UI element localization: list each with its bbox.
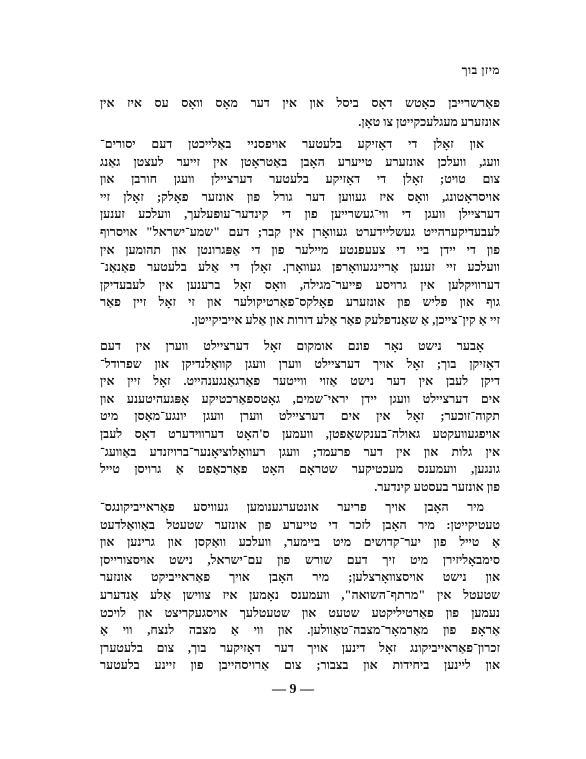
- text-line: און נישט אויסצוואָרצלען; מיר האָבן אויך פאַראייביקט אונזער: [100, 570, 500, 585]
- text-line: וועלכע זיי זענען אַריינגעוואָרפן געוואָרן. זאָלן די אַלע בלעטער פאַנאַנ־: [100, 260, 500, 275]
- text-line: אים דערציילט וועגן יידן יראי־שמים, גאָטספאַרכטיקע אָפּגעהיטענע און: [100, 391, 500, 406]
- text-line: זכרון־פאַראייביקונג זאָל דינען אויך דער דאָזיקער בוך, צום בלעטערן: [100, 640, 500, 655]
- text-line: אויפגעוועקטע גאולה־בענקשאַפטן, וועמען ס'האָט דערווידערט דאָס לעבן: [100, 426, 500, 441]
- text-line: פון אונזער בעסטע קינדער.: [374, 479, 500, 494]
- text-line: גוף און פליש פון אונזערע פאָלקס־פאַרטיקולער און זי זאָל זיין פאַר: [100, 295, 500, 310]
- text-line: וועג, וועלכן אונזערע טייערע האָבן באַטראָטן אין זייער לעצטן גאַנג: [100, 154, 500, 169]
- text-line: דערוויקלען אין גרויסע פייער־מגילה, וואָס זאָל ברענען אין לעבעדיקן: [100, 277, 500, 292]
- text-line: דאָזיקן בוך; זאָל אויך דערציילט ווערן וועגן קוואַלנדיקן און שפרודל־: [100, 356, 500, 371]
- page-number: — 9 —: [272, 682, 314, 697]
- text-line: אָבער נישט נאָר פונם אומקום זאָל דערציילט ווערן אין דעם: [100, 339, 484, 353]
- paragraph: [100, 136, 500, 330]
- paragraph: [100, 338, 500, 496]
- text-line: און ליינען ביחידות און בצבור; צום אַרויסהייבן פון זיינע בלעטער: [100, 658, 500, 673]
- text-line: גונגען, וועמענס מעכטיקער שטראָם האָט פאַרכאַפט אַ גרויסן טייל: [100, 462, 500, 477]
- text-line: אונזערע מעגלעכקייטן צו טאָן.: [358, 115, 500, 129]
- paragraph: [100, 499, 500, 675]
- text-line: אין גלות און אין דער פרעמד; וועגן רעוואָלוציאָנער־ברויזנדע באַוועג־: [100, 444, 500, 459]
- text-line: און זאָלן די דאָזיקע בלעטער אויפסניי באַלייכטן דעם יסורים־: [100, 137, 484, 151]
- text-line: זיי אַ קין־צייכן, אַ שאַנדפלעק פאַר אַלע דורות און אַלע אייביקייטן.: [191, 312, 500, 327]
- text-line: תקוה־זוכער; זאָל אין אים דערציילט ווערן וועגן יונגע־מאַסן מיט: [100, 409, 500, 424]
- text-line: אַ טייל פון יער־קדושים מיט ביימער, וועלכע וואַקסן און גרינען און: [100, 535, 500, 550]
- text-line: שטעטל אין "מרתף־השואה", וועמענס נאָמען איז צווישן אַלע אַנדערע: [100, 587, 500, 602]
- text-line: פאַרשרייבן כאָטש דאָס ביסל און אין דער מאָס וואָס עס איז אין: [100, 96, 500, 110]
- text-line: אַראָפ פון מאַרמאָר־מצבה־טאַוולען. און ווי אַ מצבה לנצח, ווי אַ: [100, 623, 500, 638]
- text-line: נעמען פון פאַרטיליקטע שטעט און שטעטלעך אויסגעקריצט און לויכט: [100, 605, 500, 620]
- running-header-title: מיזן בוך: [461, 63, 500, 77]
- text-line: פון די יידן ביי די צעעפנטע מיילער פון די אַפּגרונטן און תהומען אין: [100, 242, 500, 257]
- text-line: לעבעדיקערהייט געשליידערט געוואָרן אין קבר; דעם "שמע־ישראל" אויסרוף: [100, 224, 500, 239]
- text-line: דערציילן וועגן די ווי־געשרייען פון די קינדער־עופעלעך, וועלכע זענען: [100, 207, 500, 222]
- text-line: אויסראָטונג, וואָס איז געווען דער גורל פון אונזער פאָלק; זאָלן זיי: [100, 189, 500, 204]
- text-line: צום טויט; זאָלן די דאָזיקע בלעטער דערציילן וועגן חורבן און: [100, 172, 500, 187]
- text-line: סימבאָליזירן מיט זיך דעם שורש פון עם־ישראל, נישט אויסצורייסן: [100, 552, 500, 567]
- paragraph: [100, 94, 500, 132]
- text-line: מיר האָבן אויך פריער אונטערגענומען געוויסע פאַראייביקונגס־: [100, 500, 484, 514]
- text-line: דיקן לעבן אין דער נישט אַזוי ווייטער פאַרגאַנגענהייט. זאָל זיין אין: [100, 374, 500, 389]
- text-line: טעטיקייטן: מיר האָבן לזכר די טייערע פון אונזער שטעטל באַוואַלדעט: [100, 517, 500, 532]
